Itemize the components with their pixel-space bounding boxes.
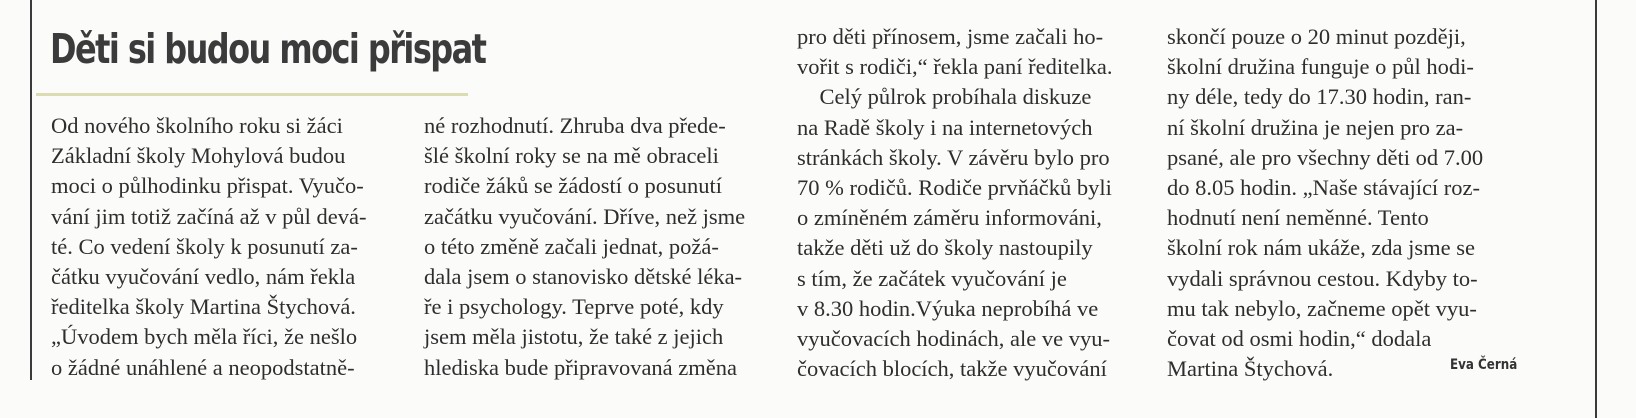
column-line: Základní školy Mohylová budou [51,143,346,169]
column-line: na Radě školy i na internetových [797,114,1093,140]
column-line: ře i psychology. Teprve poté, kdy [424,294,724,320]
column-line: hodnutí není neměnné. Tento [1167,205,1429,231]
article-column-3 [797,22,1157,384]
column-line: ředitelka školy Martina Štychová. [51,294,356,320]
column-line: dala jsem o stanovisko dětské léka- [424,264,743,290]
column-line: rodiče žáků se žádostí o posunutí [424,173,723,199]
column-line: vání jim totiž začíná až v půl devá- [51,203,367,229]
column-line: skončí pouze o 20 minut později, [1167,24,1466,49]
article-column-4 [1167,22,1527,384]
column-line: čátku vyučování vedlo, nám řekla [51,264,356,290]
column-rule-right [1595,0,1597,418]
column-line: pro děti přínosem, jsme začali ho- [797,24,1104,49]
headline-underline [36,93,468,96]
column-line: vořit s rodiči,“ řekla paní ředitelka. [797,54,1113,80]
column-line: začátku vyučování. Dříve, než jsme [424,203,746,229]
column-line: o žádné unáhlené a neopodstatně- [51,354,355,380]
column-line: né rozhodnutí. Zhruba dva přede- [424,113,726,138]
column-line: vyučovacích hodinách, ale ve vyu- [797,326,1111,352]
column-line: vydali správnou cestou. Kdyby to- [1167,265,1478,291]
column-line: v 8.30 hodin.Výuka neprobíhá ve [797,295,1099,321]
column-line: Od nového školního roku si žáci [51,113,343,138]
column-line: s tím, že začátek vyučování je [797,265,1067,291]
column-line: čovat od osmi hodin,“ dodala [1167,326,1432,352]
column-line: Celý půlrok probíhala diskuze [797,84,1092,110]
column-line: Martina Štychová. [1167,356,1334,382]
column-line: čovacích blocích, takže vyučování [797,356,1107,382]
column-line: takže děti už do školy nastoupily [797,235,1093,261]
article-headline: Děti si budou moci přispat [50,25,486,73]
column-line: školní rok nám ukáže, zda jsme se [1167,235,1476,261]
column-line: hlediska bude připravovaná změna [424,354,738,380]
column-line: ny déle, tedy do 17.30 hodin, ran- [1167,84,1472,110]
column-line: mu tak nebylo, začneme opět vyu- [1167,295,1477,321]
column-line: školní družina funguje o půl hodi- [1167,54,1474,80]
column-line: té. Co vedení školy k posunutí za- [51,233,358,259]
author-byline: Eva Černá [1450,357,1518,373]
column-line: ní školní družina je nejen pro za- [1167,114,1464,140]
column-line: o zmíněném záměru informováni, [797,205,1102,231]
column-line: do 8.05 hodin. „Naše stávající roz- [1167,175,1481,201]
column-line: jsem měla jistotu, že také z jejich [424,324,724,350]
article-column-2 [424,111,784,383]
column-rule-left [30,0,32,380]
column-line: moci o půlhodinku přispat. Vyučo- [51,173,364,199]
column-line: stránkách školy. V závěru bylo pro [797,144,1110,170]
article-column-1 [51,111,411,383]
column-line: šlé školní roky se na mě obraceli [424,143,719,169]
column-line: o této změně začali jednat, požá- [424,233,719,259]
column-line: 70 % rodičů. Rodiče prvňáčků byli [797,175,1112,201]
column-line: psané, ale pro všechny děti od 7.00 [1167,144,1484,170]
column-line: „Úvodem bych měla říci, že nešlo [51,324,358,350]
